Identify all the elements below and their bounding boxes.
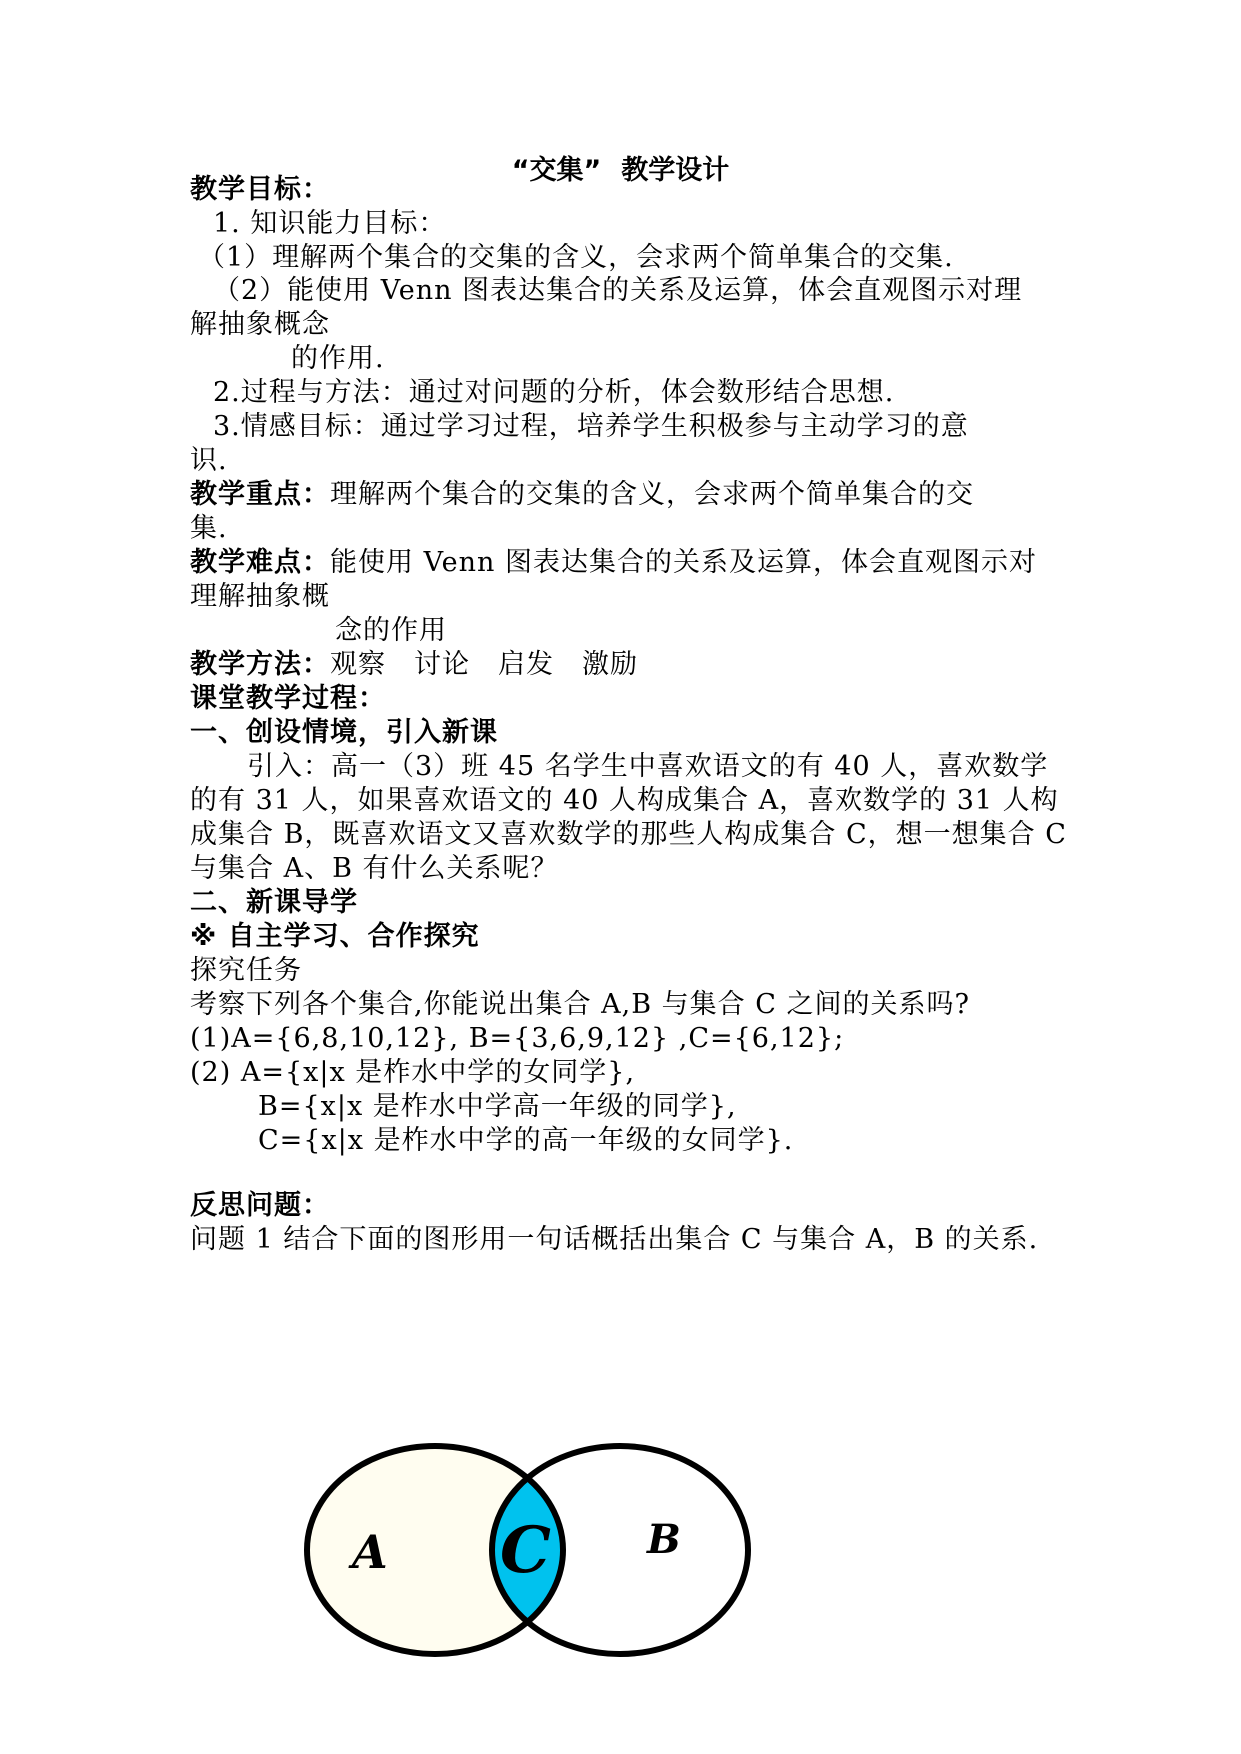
objective-process: 2.过程与方法：通过对问题的分析，体会数形结合思想. <box>213 377 895 408</box>
section2-subheading: ※ 自主学习、合作探究 <box>190 921 480 952</box>
objective-knowledge-1: （1）理解两个集合的交集的含义，会求两个简单集合的交集. <box>198 242 954 273</box>
section1-intro-c: 成集合 B，既喜欢语文又喜欢数学的那些人构成集合 C，想一想集合 C <box>190 819 1067 850</box>
section1-intro-a: 引入：高一（3）班 45 名学生中喜欢语文的有 40 人，喜欢数学 <box>247 751 1049 782</box>
method-text: 观察 讨论 启发 激励 <box>330 649 638 680</box>
set-b-label: B <box>647 1516 681 1563</box>
process-heading: 课堂教学过程： <box>190 683 386 714</box>
objective-knowledge-2-end: 的作用. <box>291 343 385 374</box>
difficulty-label: 教学难点： <box>190 547 330 578</box>
objectives-heading: 教学目标： <box>190 174 330 205</box>
section2-heading: 二、新课导学 <box>190 887 358 918</box>
task-question: 考察下列各个集合,你能说出集合 A,B 与集合 C 之间的关系吗? <box>190 989 970 1020</box>
difficulty-end: 念的作用 <box>335 615 447 646</box>
difficulty-line <box>190 545 1037 581</box>
objective-emotion: 3.情感目标：通过学习过程，培养学生积极参与主动学习的意 <box>213 411 969 442</box>
section1-heading: 一、创设情境，引入新课 <box>190 717 498 748</box>
title-topic: “交集” <box>511 155 602 186</box>
task-heading: 探究任务 <box>190 955 302 986</box>
section1-intro-b: 的有 31 人，如果喜欢语文的 40 人构成集合 A，喜欢数学的 31 人构 <box>190 785 1059 816</box>
reflection-heading: 反思问题： <box>190 1190 330 1221</box>
example-2-a: (2) A={x|x 是柞水中学的女同学}, <box>190 1057 636 1088</box>
key-point-label: 教学重点： <box>190 479 330 510</box>
example-2-b: B={x|x 是柞水中学高一年级的同学}, <box>258 1091 737 1122</box>
key-point-line <box>190 477 974 513</box>
reflection-question-1: 问题 1 结合下面的图形用一句话概括出集合 C 与集合 A，B 的关系. <box>190 1224 1039 1255</box>
section1-intro-d: 与集合 A、B 有什么关系呢？ <box>190 853 559 884</box>
objective-knowledge-2: （2）能使用 Venn 图表达集合的关系及运算，体会直观图示对理 <box>213 275 1023 306</box>
key-point-cont: 集. <box>190 513 228 544</box>
set-a-label: A <box>352 1525 388 1579</box>
method-label: 教学方法： <box>190 649 330 680</box>
objective-knowledge: 1. 知识能力目标： <box>213 208 447 239</box>
venn-diagram <box>300 1420 760 1680</box>
example-2-c: C={x|x 是柞水中学的高一年级的女同学}. <box>258 1125 794 1156</box>
document-title <box>0 153 1241 189</box>
difficulty-text: 能使用 Venn 图表达集合的关系及运算，体会直观图示对 <box>330 547 1037 578</box>
title-suffix: 教学设计 <box>621 155 730 186</box>
objective-knowledge-2-cont: 解抽象概念 <box>190 309 330 340</box>
set-c-label: C <box>500 1513 551 1588</box>
objective-emotion-cont: 识. <box>190 445 228 476</box>
method-line <box>190 647 638 683</box>
example-1: (1)A={6,8,10,12}, B={3,6,9,12} ,C={6,12}; <box>190 1023 845 1054</box>
difficulty-cont: 理解抽象概 <box>190 581 330 612</box>
key-point-text: 理解两个集合的交集的含义，会求两个简单集合的交 <box>330 479 974 510</box>
